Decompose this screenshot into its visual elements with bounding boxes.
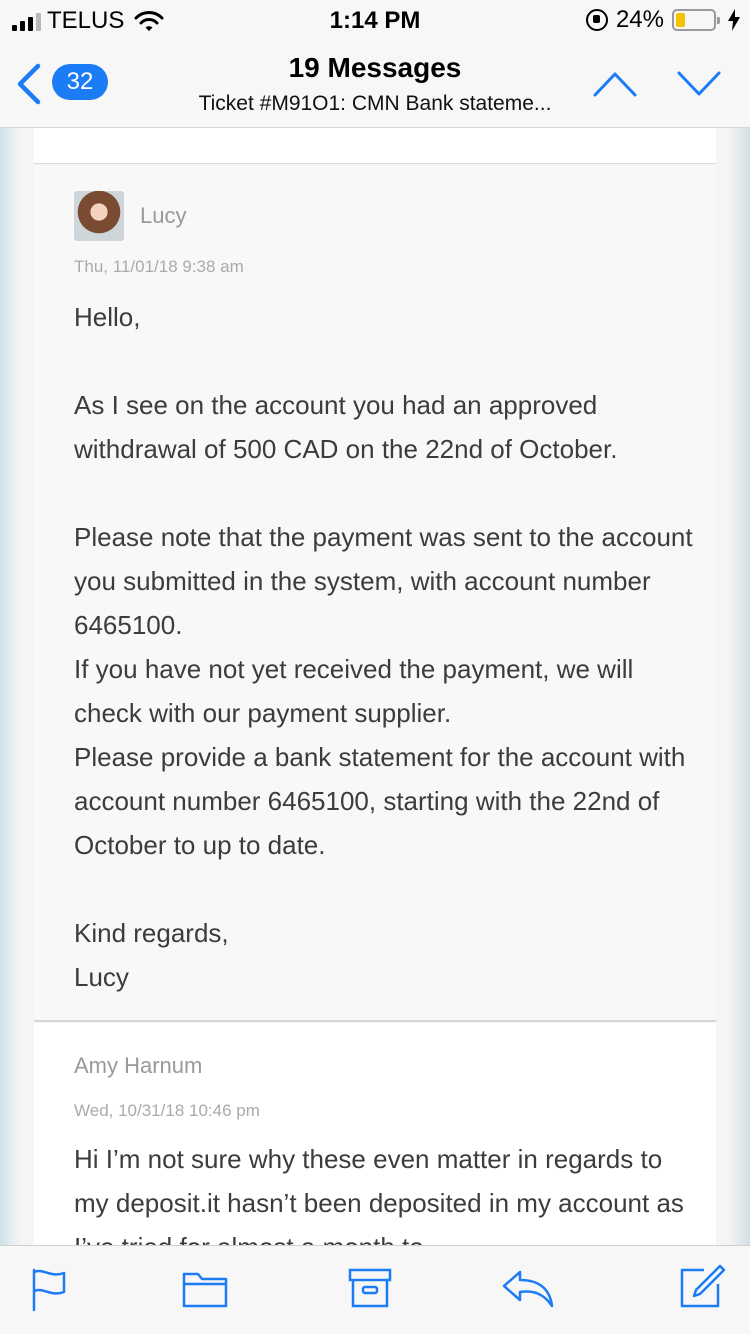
message-sender: Amy Harnum — [74, 1053, 203, 1078]
flag-icon[interactable] — [30, 1268, 70, 1312]
thread-subject: Ticket #M91O1: CMN Bank stateme... — [198, 92, 552, 115]
folder-icon[interactable] — [182, 1268, 228, 1308]
back-count-badge[interactable]: 32 — [52, 64, 108, 100]
message-paragraph: Hello, — [74, 302, 141, 332]
orientation-lock-icon — [586, 9, 608, 31]
archive-icon[interactable] — [348, 1268, 392, 1308]
avatar — [74, 191, 124, 241]
battery-icon — [672, 9, 716, 31]
message-thread[interactable] — [0, 128, 750, 1245]
message-paragraph: Please note that the payment was sent to the account you submitted in the system, with account number 6465100. If you have not yet received the payment, we will check with our payment supplier. Please provide a bank statement for the account with account number 6465100, starting with the 22nd of October to up to date. — [74, 522, 693, 860]
bottom-toolbar — [0, 1245, 750, 1334]
battery-percent: 24% — [615, 6, 664, 33]
carrier-label: TELUS — [47, 7, 125, 34]
message-date: Wed, 10/31/18 10:46 pm — [74, 1101, 260, 1120]
chevron-up-icon[interactable] — [592, 70, 638, 98]
nav-bar — [0, 40, 750, 128]
message-card[interactable] — [34, 165, 716, 1022]
message-body — [74, 295, 694, 999]
message-sender: Lucy — [140, 203, 187, 228]
message-date: Thu, 11/01/18 9:38 am — [74, 257, 244, 276]
battery-group — [586, 6, 740, 34]
thread-title: 19 Messages — [288, 52, 462, 83]
message-paragraph: Kind regards, Lucy — [74, 918, 229, 992]
chevron-down-icon[interactable] — [676, 70, 722, 98]
back-chevron-icon[interactable] — [14, 62, 44, 106]
charging-bolt-icon — [728, 9, 740, 31]
status-bar — [0, 0, 750, 40]
compose-icon[interactable] — [678, 1264, 726, 1310]
message-paragraph: Hi I’m not sure why these even matter in regards to my deposit.it hasn’t been deposited in my account as — [74, 1144, 684, 1218]
reply-icon[interactable] — [500, 1268, 556, 1308]
previous-message-card — [34, 128, 716, 164]
message-card[interactable] — [34, 1023, 716, 1263]
status-time: 1:14 PM — [329, 7, 421, 34]
message-paragraph: As I see on the account you had an approved withdrawal of 500 CAD on the 22nd of October. — [74, 390, 618, 464]
